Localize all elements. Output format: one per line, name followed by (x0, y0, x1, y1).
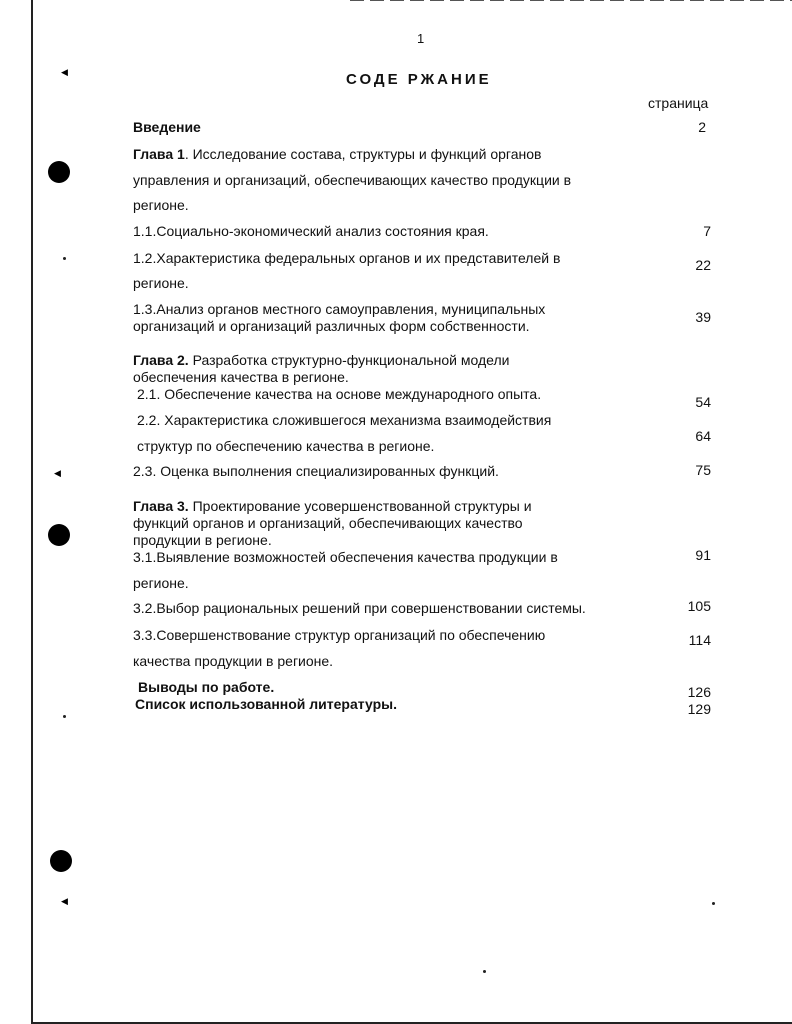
toc-section-3-3-line2: качества продукции в регионе. (133, 653, 334, 669)
toc-section-3-1-page: 91 (695, 547, 711, 563)
toc-intro-label: Введение (133, 119, 201, 135)
punch-hole (50, 850, 72, 872)
chapter-3-title-line3: продукции в регионе. (133, 532, 272, 548)
toc-section-2-1-page: 54 (695, 394, 711, 410)
scan-top-edge (350, 0, 792, 1)
scan-speck (483, 970, 486, 973)
toc-intro-page: 2 (698, 119, 706, 135)
toc-section-2-2-line2: структур по обеспечению качества в регионе. (137, 438, 435, 454)
chapter-2-prefix: Глава 2. (133, 352, 189, 368)
toc-section-1-3-line2: организаций и организаций различных форм собственности. (133, 318, 530, 334)
toc-chapter-2 (133, 352, 509, 368)
toc-section-2-3: 2.3. Оценка выполнения специализированных функций. (133, 463, 499, 479)
chapter-2-title: Разработка структурно-функциональной модели (188, 352, 510, 368)
page-title: СОДЕ РЖАНИЕ (346, 71, 492, 88)
toc-section-2-3-page: 75 (695, 462, 711, 478)
chapter-2-title-line2: обеспечения качества в регионе. (133, 369, 349, 385)
toc-section-2-2: 2.2. Характеристика сложившегося механизма взаимодействия (137, 412, 552, 428)
toc-section-1-3-page: 39 (695, 309, 711, 325)
toc-conclusions-label: Выводы по работе. (138, 679, 275, 695)
chapter-3-prefix: Глава 3. (133, 498, 189, 514)
scan-arrow-mark: ◀ (54, 468, 61, 478)
toc-section-1-2: 1.2.Характеристика федеральных органов и их представителей в (133, 250, 561, 266)
scan-arrow-mark: ◀ (61, 896, 68, 906)
toc-section-3-2-page: 105 (687, 598, 711, 614)
toc-section-1-2-line2: регионе. (133, 275, 189, 291)
toc-section-2-2-page: 64 (695, 428, 711, 444)
toc-chapter-3 (133, 498, 532, 514)
toc-section-1-1: 1.1.Социально-экономический анализ состояния края. (133, 223, 489, 239)
chapter-3-title: Проектирование усовершенствованной структуры и (188, 498, 532, 514)
toc-section-3-1-line2: регионе. (133, 575, 189, 591)
toc-section-3-3: 3.3.Совершенствование структур организаций по обеспечению (133, 627, 546, 643)
toc-section-3-2: 3.2.Выбор рациональных решений при совершенствовании системы. (133, 600, 586, 616)
page-number: 1 (417, 31, 425, 46)
toc-chapter-1 (133, 146, 541, 162)
chapter-1-title: . Исследование состава, структуры и функций органов (184, 146, 542, 162)
punch-hole (48, 524, 70, 546)
chapter-1-title-line3: регионе. (133, 197, 189, 213)
toc-references-label: Список использованной литературы. (135, 696, 397, 712)
chapter-1-prefix: Глава 1 (133, 146, 185, 162)
scan-arrow-mark: ◀ (61, 67, 68, 77)
toc-section-3-3-page: 114 (688, 632, 711, 648)
toc-references-page: 129 (687, 701, 711, 717)
chapter-1-title-line2: управления и организаций, обеспечивающих качество продукции в (133, 172, 572, 188)
scan-speck (63, 257, 66, 260)
toc-section-1-3: 1.3.Анализ органов местного самоуправления, муниципальных (133, 301, 546, 317)
toc-section-3-1: 3.1.Выявление возможностей обеспечения качества продукции в (133, 549, 558, 565)
scan-speck (712, 902, 715, 905)
toc-section-1-1-page: 7 (703, 223, 711, 239)
toc-conclusions-page: 126 (687, 684, 711, 700)
page-column-label: страница (648, 95, 709, 111)
toc-section-1-2-page: 22 (695, 257, 711, 273)
scan-speck (63, 715, 66, 718)
punch-hole (48, 161, 70, 183)
scan-left-edge (31, 0, 33, 1024)
toc-section-2-1: 2.1. Обеспечение качества на основе международного опыта. (137, 386, 542, 402)
chapter-3-title-line2: функций органов и организаций, обеспечивающих качество (133, 515, 523, 531)
